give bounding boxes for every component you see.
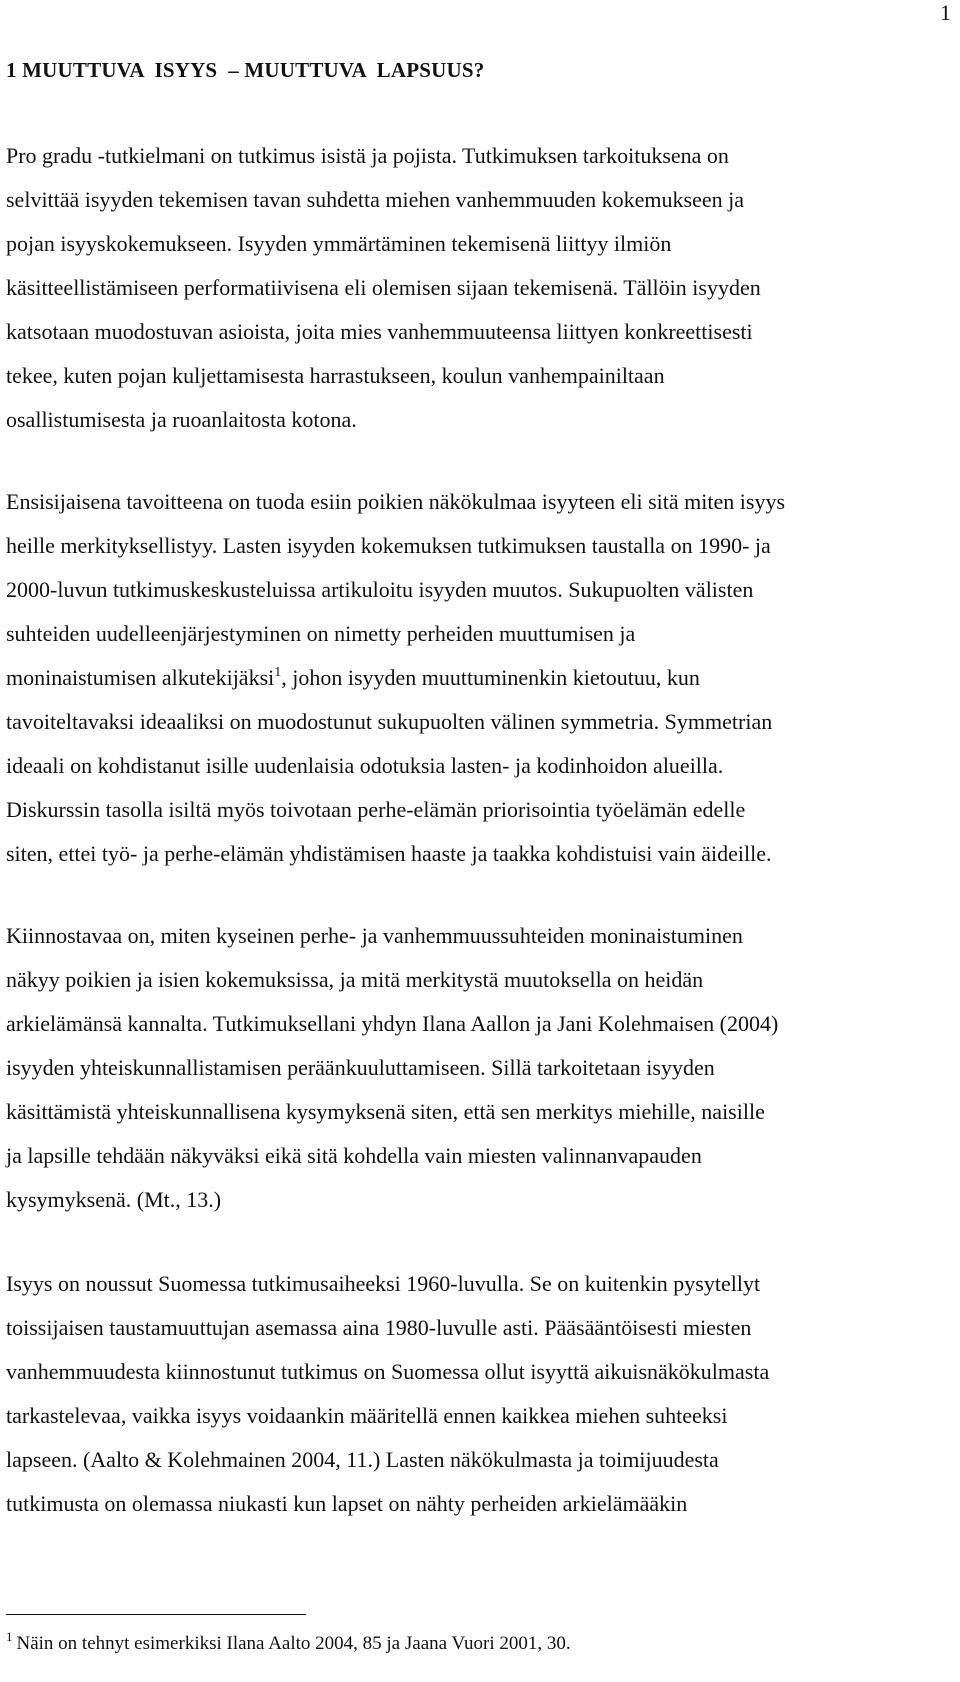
text-line: osallistumisesta ja ruoanlaitosta kotona. (6, 407, 357, 432)
text-line: pojan isyyskokemukseen. Isyyden ymmärtäminen tekemisenä liittyy ilmiön (6, 231, 672, 256)
text-line: tekee, kuten pojan kuljettamisesta harrastukseen, koulun vanhempainiltaan (6, 363, 665, 388)
paragraph-1 (6, 134, 956, 442)
text-fragment: , johon isyyden muuttuminenkin kietoutuu, kun (281, 665, 700, 690)
text-line: selvittää isyyden tekemisen tavan suhdetta miehen vanhemmuuden kokemukseen ja (6, 187, 745, 212)
text-line: käsitteellistämiseen performatiivisena eli olemisen sijaan tekemisenä. Tällöin isyyden (6, 275, 761, 300)
paragraph-3 (6, 914, 956, 1222)
text-line: vanhemmuudesta kiinnostunut tutkimus on Suomessa ollut isyyttä aikuisnäkökulmasta (6, 1359, 770, 1384)
text-line: näkyy poikien ja isien kokemuksissa, ja mitä merkitystä muutoksella on heidän (6, 967, 704, 992)
text-line: kysymyksenä. (Mt., 13.) (6, 1187, 222, 1212)
text-line: Ensisijaisena tavoitteena on tuoda esiin poikien näkökulmaa isyyteen eli sitä miten isyys (6, 489, 786, 514)
text-line: lapseen. (Aalto & Kolehmainen 2004, 11.) Lasten näkökulmasta ja toimijuudesta (6, 1447, 719, 1472)
paragraph-4 (6, 1262, 956, 1526)
text-line: heille merkityksellistyy. Lasten isyyden kokemuksen tutkimuksen taustalla on 1990- ja (6, 533, 771, 558)
text-line: isyyden yhteiskunnallistamisen peräänkuuluttamiseen. Sillä tarkoitetaan isyyden (6, 1055, 715, 1080)
text-line: tavoiteltavaksi ideaaliksi on muodostunut sukupuolten välinen symmetria. Symmetrian (6, 709, 773, 734)
text-line: tutkimusta on olemassa niukasti kun lapset on nähty perheiden arkielämääkin (6, 1491, 688, 1516)
text-line: 2000-luvun tutkimuskeskusteluissa artikuloitu isyyden muutos. Sukupuolten välisten (6, 577, 754, 602)
text-line: tarkastelevaa, vaikka isyys voidaankin määritellä ennen kaikkea miehen suhteeksi (6, 1403, 728, 1428)
footnote-reference[interactable]: 1 (274, 665, 282, 680)
text-line: suhteiden uudelleenjärjestyminen on nimetty perheiden muuttumisen ja (6, 621, 636, 646)
text-line: arkielämänsä kannalta. Tutkimuksellani yhdyn Ilana Aallon ja Jani Kolehmaisen (2004) (6, 1011, 779, 1036)
footnote-marker: 1 (6, 1629, 13, 1644)
footnote-text: Näin on tehnyt esimerkiksi Ilana Aalto 2004, 85 ja Jaana Vuori 2001, 30. (16, 1633, 571, 1654)
text-line: ideaali on kohdistanut isille uudenlaisia odotuksia lasten- ja kodinhoidon alueilla. (6, 753, 724, 778)
page-number: 1 (940, 0, 951, 25)
footnote (6, 1629, 571, 1656)
text-line: siten, ettei työ- ja perhe-elämän yhdistämisen haaste ja taakka kohdistuisi vain äideille. (6, 841, 772, 866)
chapter-heading: 1 MUUTTUVA ISYYS – MUUTTUVA LAPSUUS? (6, 58, 485, 82)
text-line: Pro gradu -tutkielmani on tutkimus isistä ja pojista. Tutkimuksen tarkoituksena on (6, 143, 729, 168)
text-line: käsittämistä yhteiskunnallisena kysymyksenä siten, että sen merkitys miehille, naisille (6, 1099, 765, 1124)
text-line: Kiinnostavaa on, miten kyseinen perhe- ja vanhemmuussuhteiden moninaistuminen (6, 923, 743, 948)
text-line: Isyys on noussut Suomessa tutkimusaiheeksi 1960-luvulla. Se on kuitenkin pysytellyt (6, 1271, 761, 1296)
text-line: ja lapsille tehdään näkyväksi eikä sitä kohdella vain miesten valinnanvapauden (6, 1143, 702, 1168)
text-line: Diskurssin tasolla isiltä myös toivotaan perhe-elämän priorisointia työelämän edelle (6, 797, 746, 822)
text-fragment: moninaistumisen alkutekijäksi (6, 665, 275, 690)
text-line: katsotaan muodostuvan asioista, joita mies vanhemmuuteensa liittyen konkreettisesti (6, 319, 753, 344)
footnote-divider (6, 1614, 306, 1615)
text-line-with-footnote (6, 656, 956, 700)
paragraph-2 (6, 480, 956, 876)
text-line: toissijaisen taustamuuttujan asemassa aina 1980-luvulle asti. Pääsääntöisesti miesten (6, 1315, 752, 1340)
